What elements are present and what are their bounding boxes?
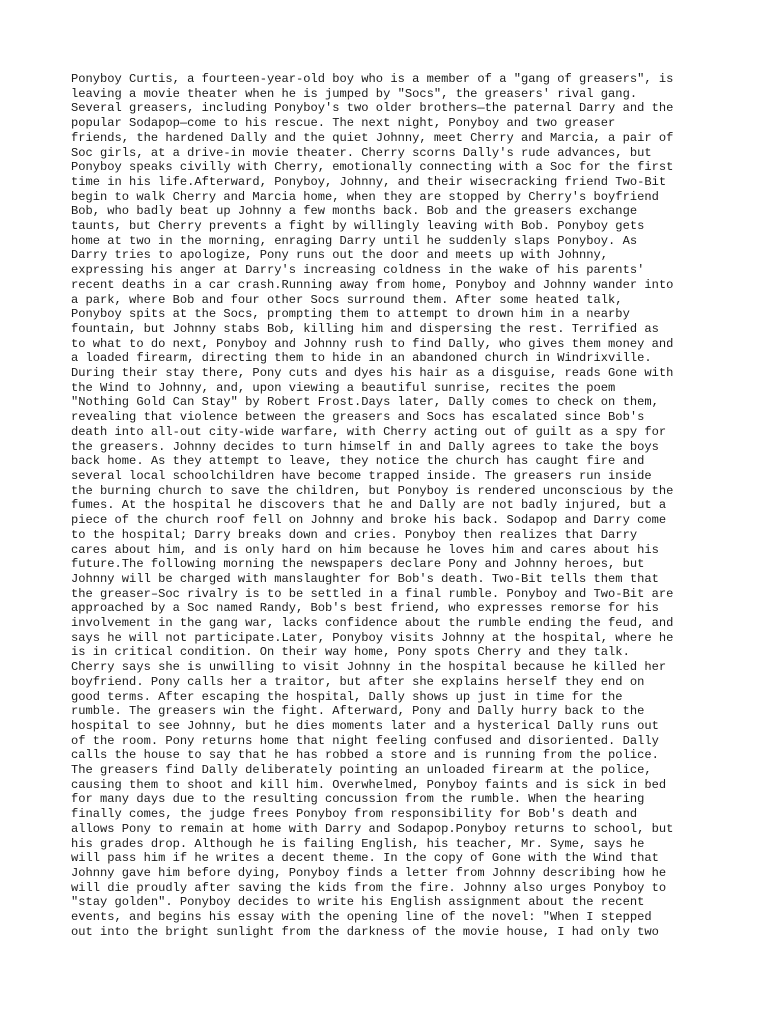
document-body-text: Ponyboy Curtis, a fourteen-year-old boy who is a member of a "gang of greasers", is leaving a movie theater when he is jumped by "Socs", the greasers' rival gang. Several greasers, including Ponyboy's two older brothers—the paternal Darry and the popular Sodapop—come to his rescue. The next night, Ponyboy and two greaser friends, the hardened Dally and the quiet Johnny, meet Cherry and Marcia, a pair of Soc girls, at a drive-in movie theater. Cherry scorns Dally's rude advances, but Ponyboy speaks civilly with Cherry, emotionally connecting with a Soc for the first time in his life.Afterward, Ponyboy, Johnny, and their wisecracking friend Two-Bit begin to walk Cherry and Marcia home, when they are stopped by Cherry's boyfriend Bob, who badly beat up Johnny a few months back. Bob and the greasers exchange taunts, but Cherry prevents a fight by willingly leaving with Bob. Ponyboy gets home at two in the morning, enraging Darry until he suddenly slaps Ponyboy. As Darry tries to apologize, Pony runs out the door and meets up with Johnny, expressing his anger at Darry's increasing coldness in the wake of his parents' recent deaths in a car crash.Running away from home, Ponyboy and Johnny wander into a park, where Bob and four other Socs surround them. After some heated talk, Ponyboy spits at the Socs, prompting them to attempt to drown him in a nearby fountain, but Johnny stabs Bob, killing him and dispersing the rest. Terrified as to what to do next, Ponyboy and Johnny rush to find Dally, who gives them money and a loaded firearm, directing them to hide in an abandoned church in Windrixville. During their stay there, Pony cuts and dyes his hair as a disguise, reads Gone with the Wind to Johnny, and, upon viewing a beautiful sunrise, recites the poem "Nothing Gold Can Stay" by Robert Frost.Days later, Dally comes to check on them, revealing that violence between the greasers and Socs has escalated since Bob's death into all-out city-wide warfare, with Cherry acting out of guilt as a spy for the greasers. Johnny decides to turn himself in and Dally agrees to take the boys back home. As they attempt to leave, they notice the church has caught fire and several local schoolchildren have become trapped inside. The greasers run inside the burning church to save the children, but Ponyboy is rendered unconscious by the fumes. At the hospital he discovers that he and Dally are not badly injured, but a piece of the church roof fell on Johnny and broke his back. Sodapop and Darry come to the hospital; Darry breaks down and cries. Ponyboy then realizes that Darry cares about him, and is only hard on him because he loves him and cares about his future.The following morning the newspapers declare Pony and Johnny heroes, but Johnny will be charged with manslaughter for Bob's death. Two-Bit tells them that the greaser–Soc rivalry is to be settled in a final rumble. Ponyboy and Two-Bit are approached by a Soc named Randy, Bob's best friend, who expresses remorse for his involvement in the gang war, lacks confidence about the rumble ending the feud, and says he will not participate.Later, Ponyboy visits Johnny at the hospital, where he is in critical condition. On their way home, Pony spots Cherry and they talk. Cherry says she is unwilling to visit Johnny in the hospital because he killed her boyfriend. Pony calls her a traitor, but after she explains herself they end on good terms. After escaping the hospital, Dally shows up just in time for the rumble. The greasers win the fight. Afterward, Pony and Dally hurry back to the hospital to see Johnny, but he dies moments later and a hysterical Dally runs out of the room. Pony returns home that night feeling confused and disoriented. Dally calls the house to say that he has robbed a store and is running from the police. The greasers find Dally deliberately pointing an unloaded firearm at the police, causing them to shoot and kill him. Overwhelmed, Ponyboy faints and is sick in bed for many days due to the resulting concussion from the rumble. When the hearing finally comes, the judge frees Ponyboy from responsibility for Bob's death and allows Pony to remain at home with Darry and Sodapop.Ponyboy returns to school, but his grades drop. Although he is failing English, his teacher, Mr. Syme, says he will pass him if he writes a decent theme. In the copy of Gone with the Wind that Johnny gave him before dying, Ponyboy finds a letter from Johnny describing how he will die proudly after saving the kids from the fire. Johnny also urges Ponyboy to "stay golden". Ponyboy decides to write his English assignment about the recent events, and begins his essay with the opening line of the novel: "When I stepped out into the bright sunlight from the darkness of the movie house, I had only two <box>71 72 674 939</box>
